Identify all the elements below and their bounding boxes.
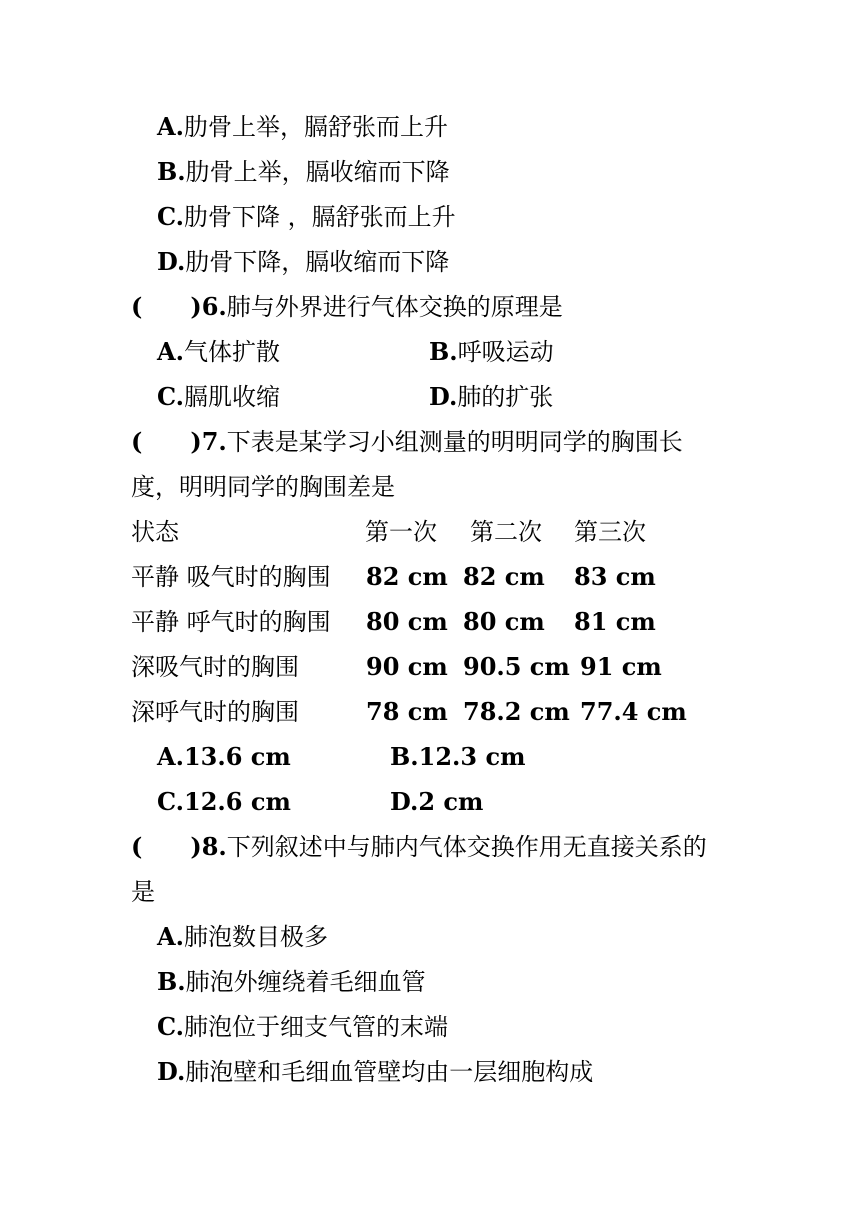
table-cell: 90 cm [366,652,448,681]
q7-option-c: C.12.6 cm [157,787,291,816]
q7-open-paren: ( [131,427,143,456]
q5-option-b [157,157,450,187]
q8-option-d-letter: D. [157,1057,186,1086]
q8-stem [131,832,707,862]
q5-option-a-letter: A. [157,112,184,141]
q8-option-c [157,1012,448,1042]
q6-option-a-letter: A. [157,337,184,366]
q8-option-d-text: 肺泡壁和毛细血管壁均由一层细胞构成 [185,1058,594,1086]
q6-option-c-letter: C. [157,382,185,411]
table-row-label: 深吸气时的胸围 [131,653,299,681]
table-cell: 78 cm [366,697,448,726]
table-header-first: 第一次 [365,518,437,546]
q6-option-d [429,382,553,412]
q7-stem-line2: 度，明明同学的胸围差是 [131,473,395,501]
q5-option-a-text: 肋骨上举，膈舒张而上升 [183,113,448,141]
q6-option-b [429,337,554,367]
q5-option-a [157,112,448,142]
q6-option-d-text: 肺的扩张 [457,383,554,411]
q7-stem-line1: 下表是某学习小组测量的明明同学的胸围长 [226,428,683,456]
q8-option-b-letter: B. [157,967,186,996]
q8-stem-line2: 是 [131,878,155,906]
q8-option-c-letter: C. [157,1012,185,1041]
q5-option-b-text: 肋骨上举，膈收缩而下降 [185,158,450,186]
q5-option-d-text: 肋骨下降，膈收缩而下降 [185,248,450,276]
q8-open-paren: ( [131,832,143,861]
table-cell: 81 cm [574,607,656,636]
q7-number: )7. [190,427,227,456]
q6-stem [131,292,563,322]
table-cell: 82 cm [366,562,448,591]
q6-option-c [157,382,280,412]
q5-option-b-letter: B. [157,157,186,186]
q5-option-c [157,202,456,232]
table-row-label: 平静 吸气时的胸围 [131,563,331,591]
table-cell: 80 cm [463,607,545,636]
q8-option-d [157,1057,593,1087]
q6-option-a-text: 气体扩散 [183,338,280,366]
q6-option-b-text: 呼吸运动 [457,338,554,366]
table-row-label: 平静 呼气时的胸围 [131,608,331,636]
q8-option-b [157,967,426,997]
table-header-third: 第三次 [574,518,646,546]
q5-option-c-letter: C. [157,202,185,231]
q6-option-b-letter: B. [429,337,458,366]
q5-option-c-text: 肋骨下降 ，膈舒张而上升 [184,203,456,231]
table-header-state: 状态 [131,518,179,546]
q6-number: )6. [190,292,227,321]
q6-open-paren: ( [131,292,143,321]
q8-option-a [157,922,328,952]
q6-option-d-letter: D. [429,382,458,411]
table-row-label: 深呼气时的胸围 [131,698,299,726]
q8-stem-line1: 下列叙述中与肺内气体交换作用无直接关系的 [226,833,707,861]
table-header-second: 第二次 [470,518,542,546]
q8-option-c-text: 肺泡位于细支气管的末端 [184,1013,449,1041]
q7-stem [131,427,683,457]
q7-option-d: D.2 cm [390,787,484,816]
q6-stem-text: 肺与外界进行气体交换的原理是 [226,293,563,321]
q7-option-a: A.13.6 cm [157,742,291,771]
q8-option-a-letter: A. [157,922,184,951]
table-cell: 77.4 cm [580,697,687,726]
table-cell: 83 cm [574,562,656,591]
q7-option-b: B.12.3 cm [390,742,526,771]
table-cell: 82 cm [463,562,545,591]
table-cell: 91 cm [580,652,662,681]
q8-option-a-text: 肺泡数目极多 [183,923,328,951]
table-cell: 78.2 cm [463,697,570,726]
q5-option-d [157,247,449,277]
q8-number: )8. [190,832,227,861]
q6-option-c-text: 膈肌收缩 [184,383,281,411]
q8-option-b-text: 肺泡外缠绕着毛细血管 [185,968,426,996]
table-cell: 90.5 cm [463,652,570,681]
q5-option-d-letter: D. [157,247,186,276]
q6-option-a [157,337,280,367]
table-cell: 80 cm [366,607,448,636]
